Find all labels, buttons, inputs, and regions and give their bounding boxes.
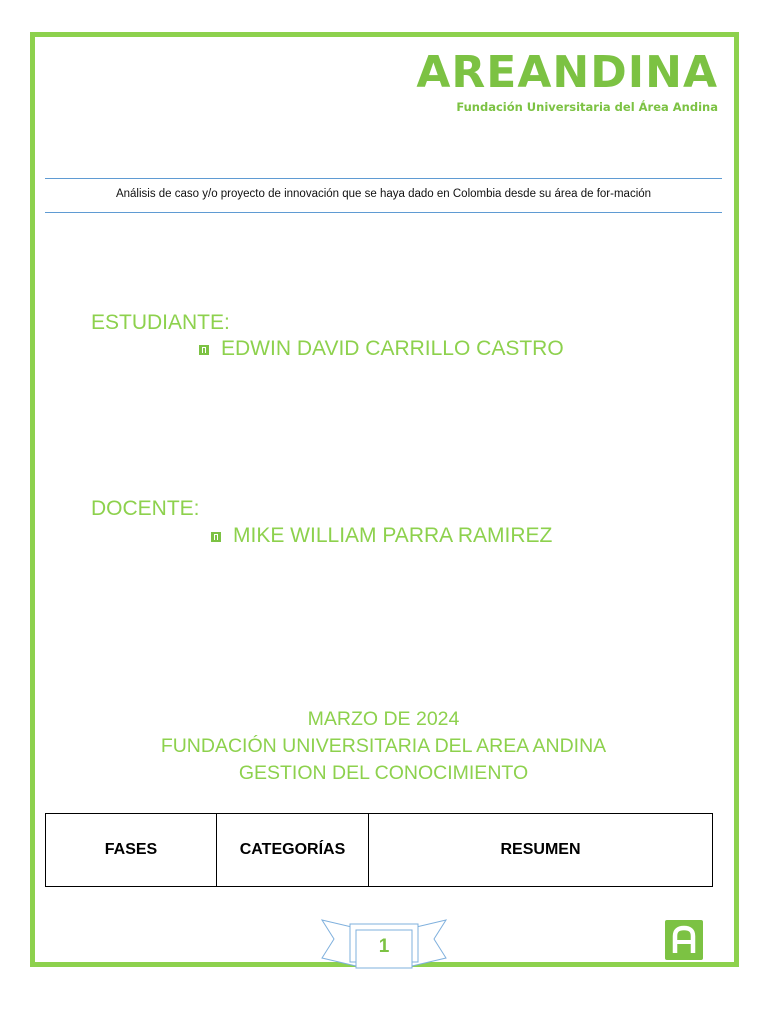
teacher-entry bbox=[211, 524, 552, 548]
logo-subtitle: Fundación Universitaria del Área Andina bbox=[456, 100, 718, 114]
logo-wordmark: AREANDINA bbox=[416, 47, 718, 98]
date-line: MARZO DE 2024 bbox=[307, 708, 460, 730]
bullet-icon bbox=[211, 532, 221, 542]
teacher-label: DOCENTE: bbox=[91, 497, 200, 520]
document-subject: Análisis de caso y/o proyecto de innovación que se haya dado en Colombia desde su área de for-mación bbox=[115, 188, 652, 200]
areandina-a-icon bbox=[665, 920, 703, 960]
page-number: 1 bbox=[378, 936, 390, 957]
student-name: EDWIN DAVID CARRILLO CASTRO bbox=[221, 337, 564, 360]
bottom-rule bbox=[45, 212, 722, 213]
top-rule bbox=[45, 178, 722, 179]
header-fases: FASES bbox=[46, 814, 217, 887]
bullet-icon bbox=[199, 345, 209, 355]
cover-info bbox=[45, 706, 722, 787]
table-header-row bbox=[46, 814, 713, 887]
areandina-logo bbox=[416, 48, 718, 114]
course-line: GESTION DEL CONOCIMIENTO bbox=[238, 762, 529, 784]
page-number-ribbon bbox=[320, 914, 448, 974]
phases-table bbox=[45, 813, 713, 887]
institution-line: FUNDACIÓN UNIVERSITARIA DEL AREA ANDINA bbox=[160, 735, 607, 757]
student-label: ESTUDIANTE: bbox=[91, 311, 230, 334]
teacher-name: MIKE WILLIAM PARRA RAMIREZ bbox=[233, 524, 553, 547]
header-resumen: RESUMEN bbox=[369, 814, 713, 887]
header-categorias: CATEGORÍAS bbox=[217, 814, 369, 887]
student-entry bbox=[199, 337, 564, 361]
